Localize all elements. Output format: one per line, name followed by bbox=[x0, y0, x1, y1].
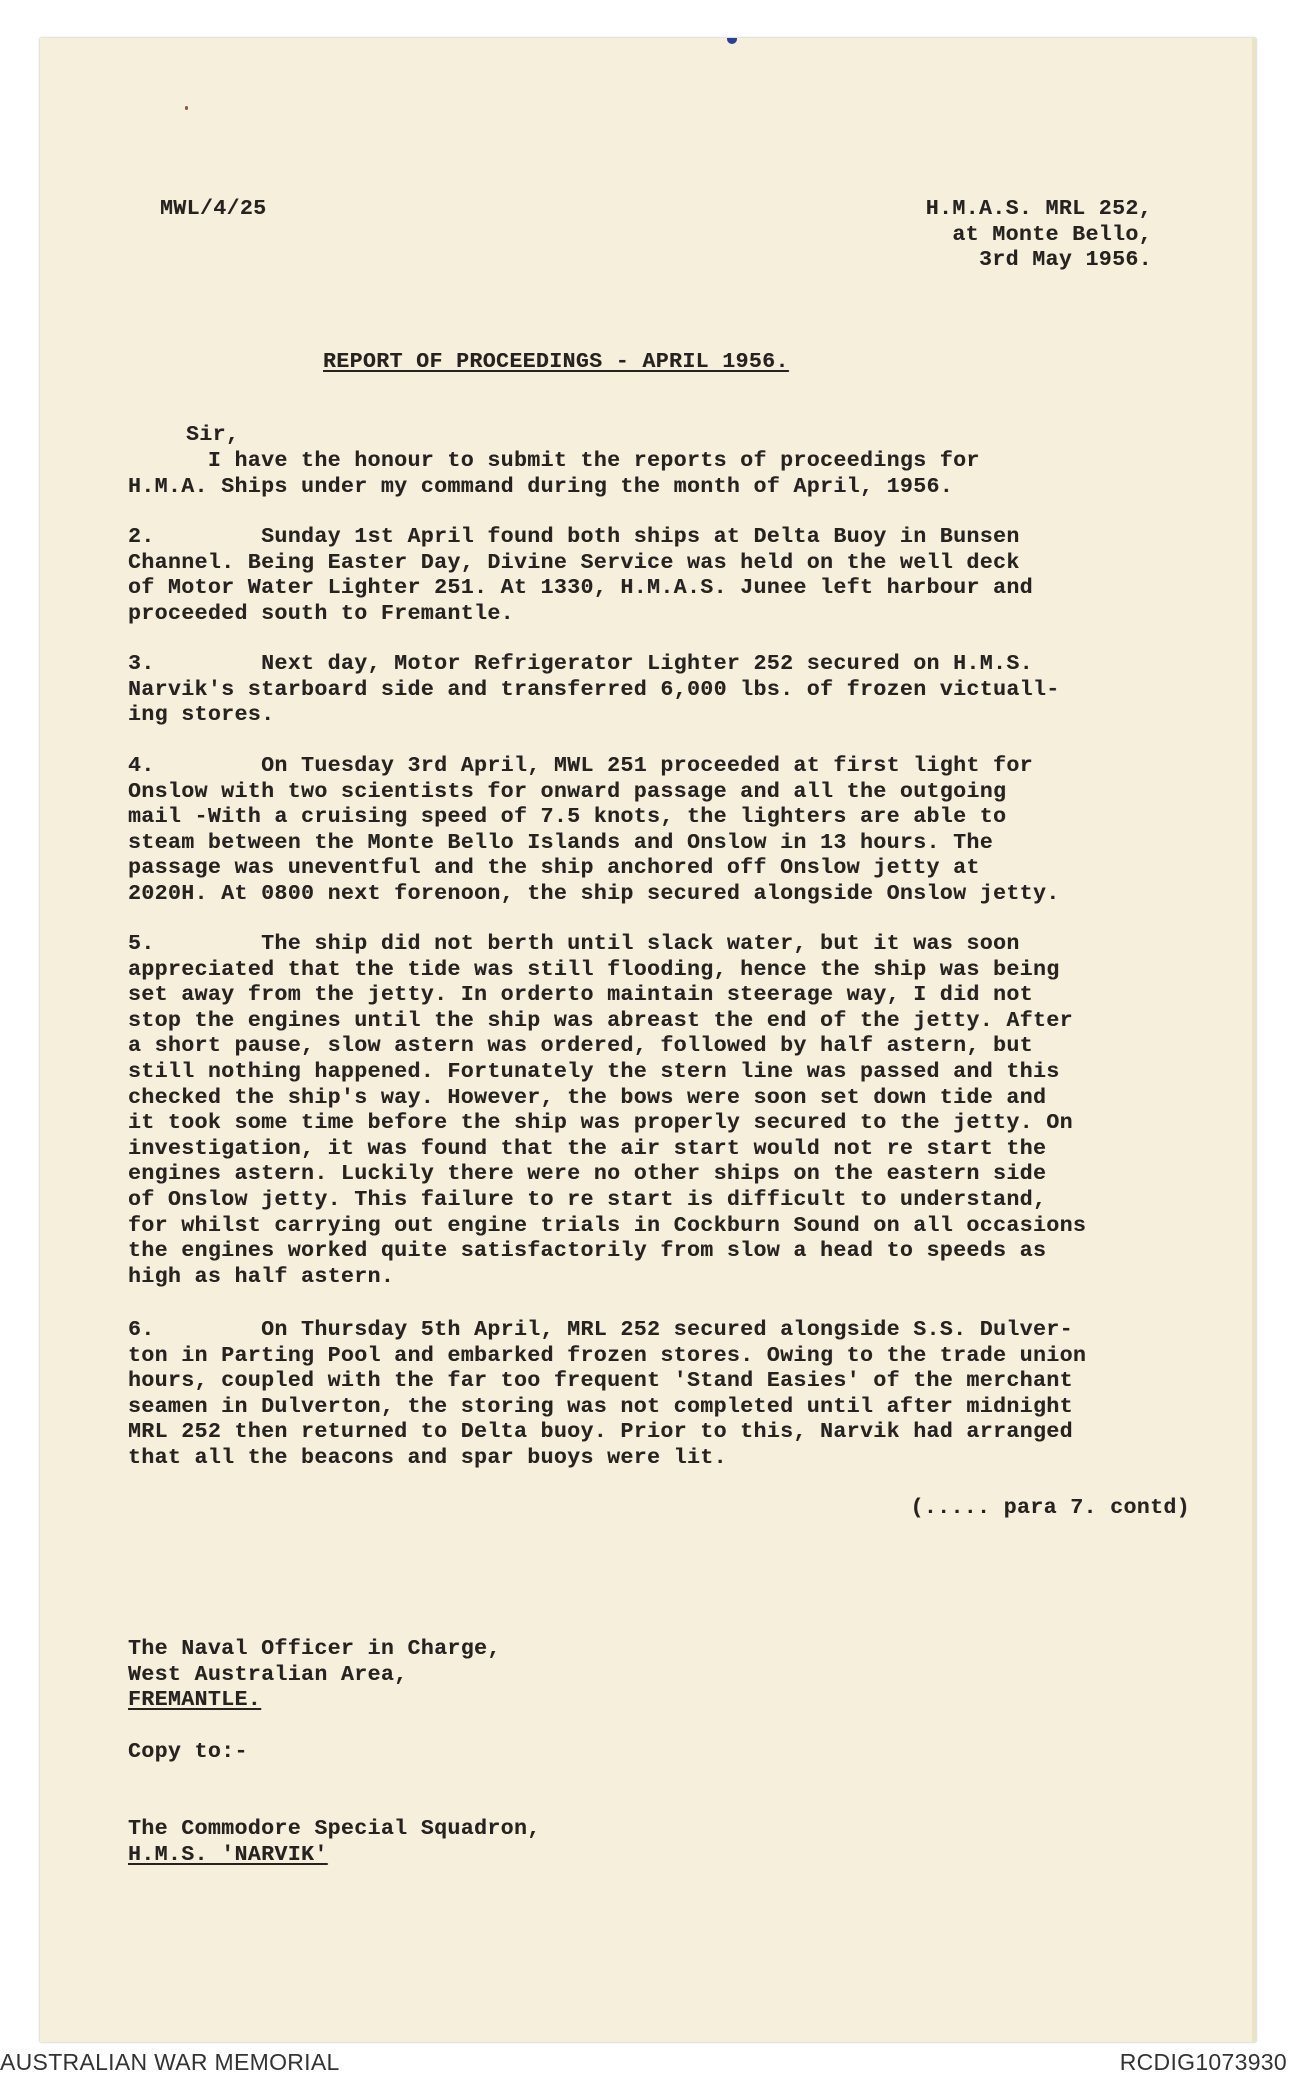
paragraph-line: a short pause, slow astern was ordered, followed by half astern, but bbox=[128, 1034, 1033, 1059]
paragraph-6 bbox=[128, 1318, 1086, 1472]
paragraph-line: investigation, it was found that the air start would not re start the bbox=[128, 1136, 1047, 1161]
paragraph-line: hours, coupled with the far too frequent 'Stand Easies' of the merchant bbox=[128, 1369, 1073, 1394]
copy-to-block bbox=[128, 1817, 541, 1868]
addressee-line: West Australian Area, bbox=[128, 1662, 408, 1687]
paragraph-line: seamen in Dulverton, the storing was not completed until after midnight bbox=[128, 1394, 1073, 1419]
sender-block bbox=[926, 197, 1152, 274]
paragraph-line: 5. The ship did not berth until slack water, but it was soon bbox=[128, 932, 1020, 956]
paragraph-line: 2. Sunday 1st April found both ships at Delta Buoy in Bunsen bbox=[128, 525, 1020, 549]
paragraph-4 bbox=[128, 754, 1060, 908]
archive-id: RCDIG1073930 bbox=[1119, 2049, 1287, 2075]
paragraph-line: Narvik's starboard side and transferred 6,000 lbs. of frozen victuall- bbox=[128, 677, 1060, 702]
paragraph-line: proceeded south to Fremantle. bbox=[128, 601, 514, 626]
paragraph-line: mail -With a cruising speed of 7.5 knots, the lighters are able to bbox=[128, 805, 1007, 830]
paragraph-line: 4. On Tuesday 3rd April, MWL 251 proceeded at first light for bbox=[128, 754, 1033, 778]
archive-credit: AUSTRALIAN WAR MEMORIAL bbox=[0, 2049, 340, 2075]
paragraph-5 bbox=[128, 932, 1086, 1290]
addressee-block bbox=[128, 1637, 501, 1714]
paragraph-2 bbox=[128, 525, 1033, 627]
file-reference: MWL/4/25 bbox=[160, 197, 267, 221]
paragraph-line: passage was uneventful and the ship anchored off Onslow jetty at bbox=[128, 856, 980, 881]
paper-edge bbox=[1252, 38, 1256, 2042]
paragraph-line: of Motor Water Lighter 251. At 1330, H.M.A.S. Junee left harbour and bbox=[128, 576, 1033, 601]
addressee-line: The Naval Officer in Charge, bbox=[128, 1637, 501, 1661]
continuation-note: (..... para 7. contd) bbox=[910, 1496, 1190, 1520]
paragraph-line: Onslow with two scientists for onward passage and all the outgoing bbox=[128, 779, 1007, 804]
salutation: Sir, bbox=[186, 423, 240, 447]
paragraph-line: the engines worked quite satisfactorily from slow a head to speeds as bbox=[128, 1239, 1047, 1264]
copy-to-ship: H.M.S. 'NARVIK' bbox=[128, 1842, 328, 1867]
paragraph-line: still nothing happened. Fortunately the stern line was passed and this bbox=[128, 1059, 1060, 1084]
paper-speck bbox=[185, 106, 188, 110]
paragraph-line: 2020H. At 0800 next forenoon, the ship secured alongside Onslow jetty. bbox=[128, 881, 1060, 906]
paragraph-line: 6. On Thursday 5th April, MRL 252 secured alongside S.S. Dulver- bbox=[128, 1318, 1073, 1342]
opening-paragraph bbox=[128, 449, 980, 500]
paragraph-3 bbox=[128, 652, 1060, 729]
copy-to-label: Copy to:- bbox=[128, 1740, 248, 1764]
document-page bbox=[40, 38, 1256, 2042]
ship-name: H.M.A.S. MRL 252, bbox=[925, 197, 1152, 221]
paragraph-line: MRL 252 then returned to Delta buoy. Prior to this, Narvik had arranged bbox=[128, 1420, 1073, 1445]
copy-to-line: The Commodore Special Squadron, bbox=[128, 1817, 541, 1841]
paragraph-line: ing stores. bbox=[128, 703, 275, 728]
letter-date: 3rd May 1956. bbox=[978, 248, 1152, 273]
paragraph-line: Channel. Being Easter Day, Divine Service was held on the well deck bbox=[128, 550, 1020, 575]
paragraph-line: set away from the jetty. In orderto maintain steerage way, I did not bbox=[128, 983, 1033, 1008]
ship-location: at Monte Bello, bbox=[952, 222, 1152, 247]
paragraph-line: high as half astern. bbox=[128, 1264, 395, 1289]
paragraph-line: appreciated that the tide was still flooding, hence the ship was being bbox=[128, 957, 1060, 982]
paragraph-line: 3. Next day, Motor Refrigerator Lighter 252 secured on H.M.S. bbox=[128, 652, 1033, 676]
opening-line: I have the honour to submit the reports of proceedings for bbox=[128, 449, 980, 473]
paragraph-line: for whilst carrying out engine trials in Cockburn Sound on all occasions bbox=[128, 1213, 1087, 1238]
paragraph-line: that all the beacons and spar buoys were lit. bbox=[128, 1445, 727, 1470]
ink-mark bbox=[727, 38, 737, 44]
paragraph-line: of Onslow jetty. This failure to re start is difficult to understand, bbox=[128, 1187, 1047, 1212]
paragraph-line: engines astern. Luckily there were no other ships on the eastern side bbox=[128, 1162, 1047, 1187]
addressee-city: FREMANTLE. bbox=[128, 1688, 262, 1713]
paragraph-line: steam between the Monte Bello Islands and Onslow in 13 hours. The bbox=[128, 830, 994, 855]
report-title: REPORT OF PROCEEDINGS - APRIL 1956. bbox=[323, 350, 789, 374]
opening-line: H.M.A. Ships under my command during the month of April, 1956. bbox=[128, 474, 954, 499]
paragraph-line: ton in Parting Pool and embarked frozen stores. Owing to the trade union bbox=[128, 1343, 1087, 1368]
paragraph-line: stop the engines until the ship was abreast the end of the jetty. After bbox=[128, 1008, 1073, 1033]
paragraph-line: it took some time before the ship was properly secured to the jetty. On bbox=[128, 1111, 1073, 1136]
paragraph-line: checked the ship's way. However, the bows were soon set down tide and bbox=[128, 1085, 1047, 1110]
